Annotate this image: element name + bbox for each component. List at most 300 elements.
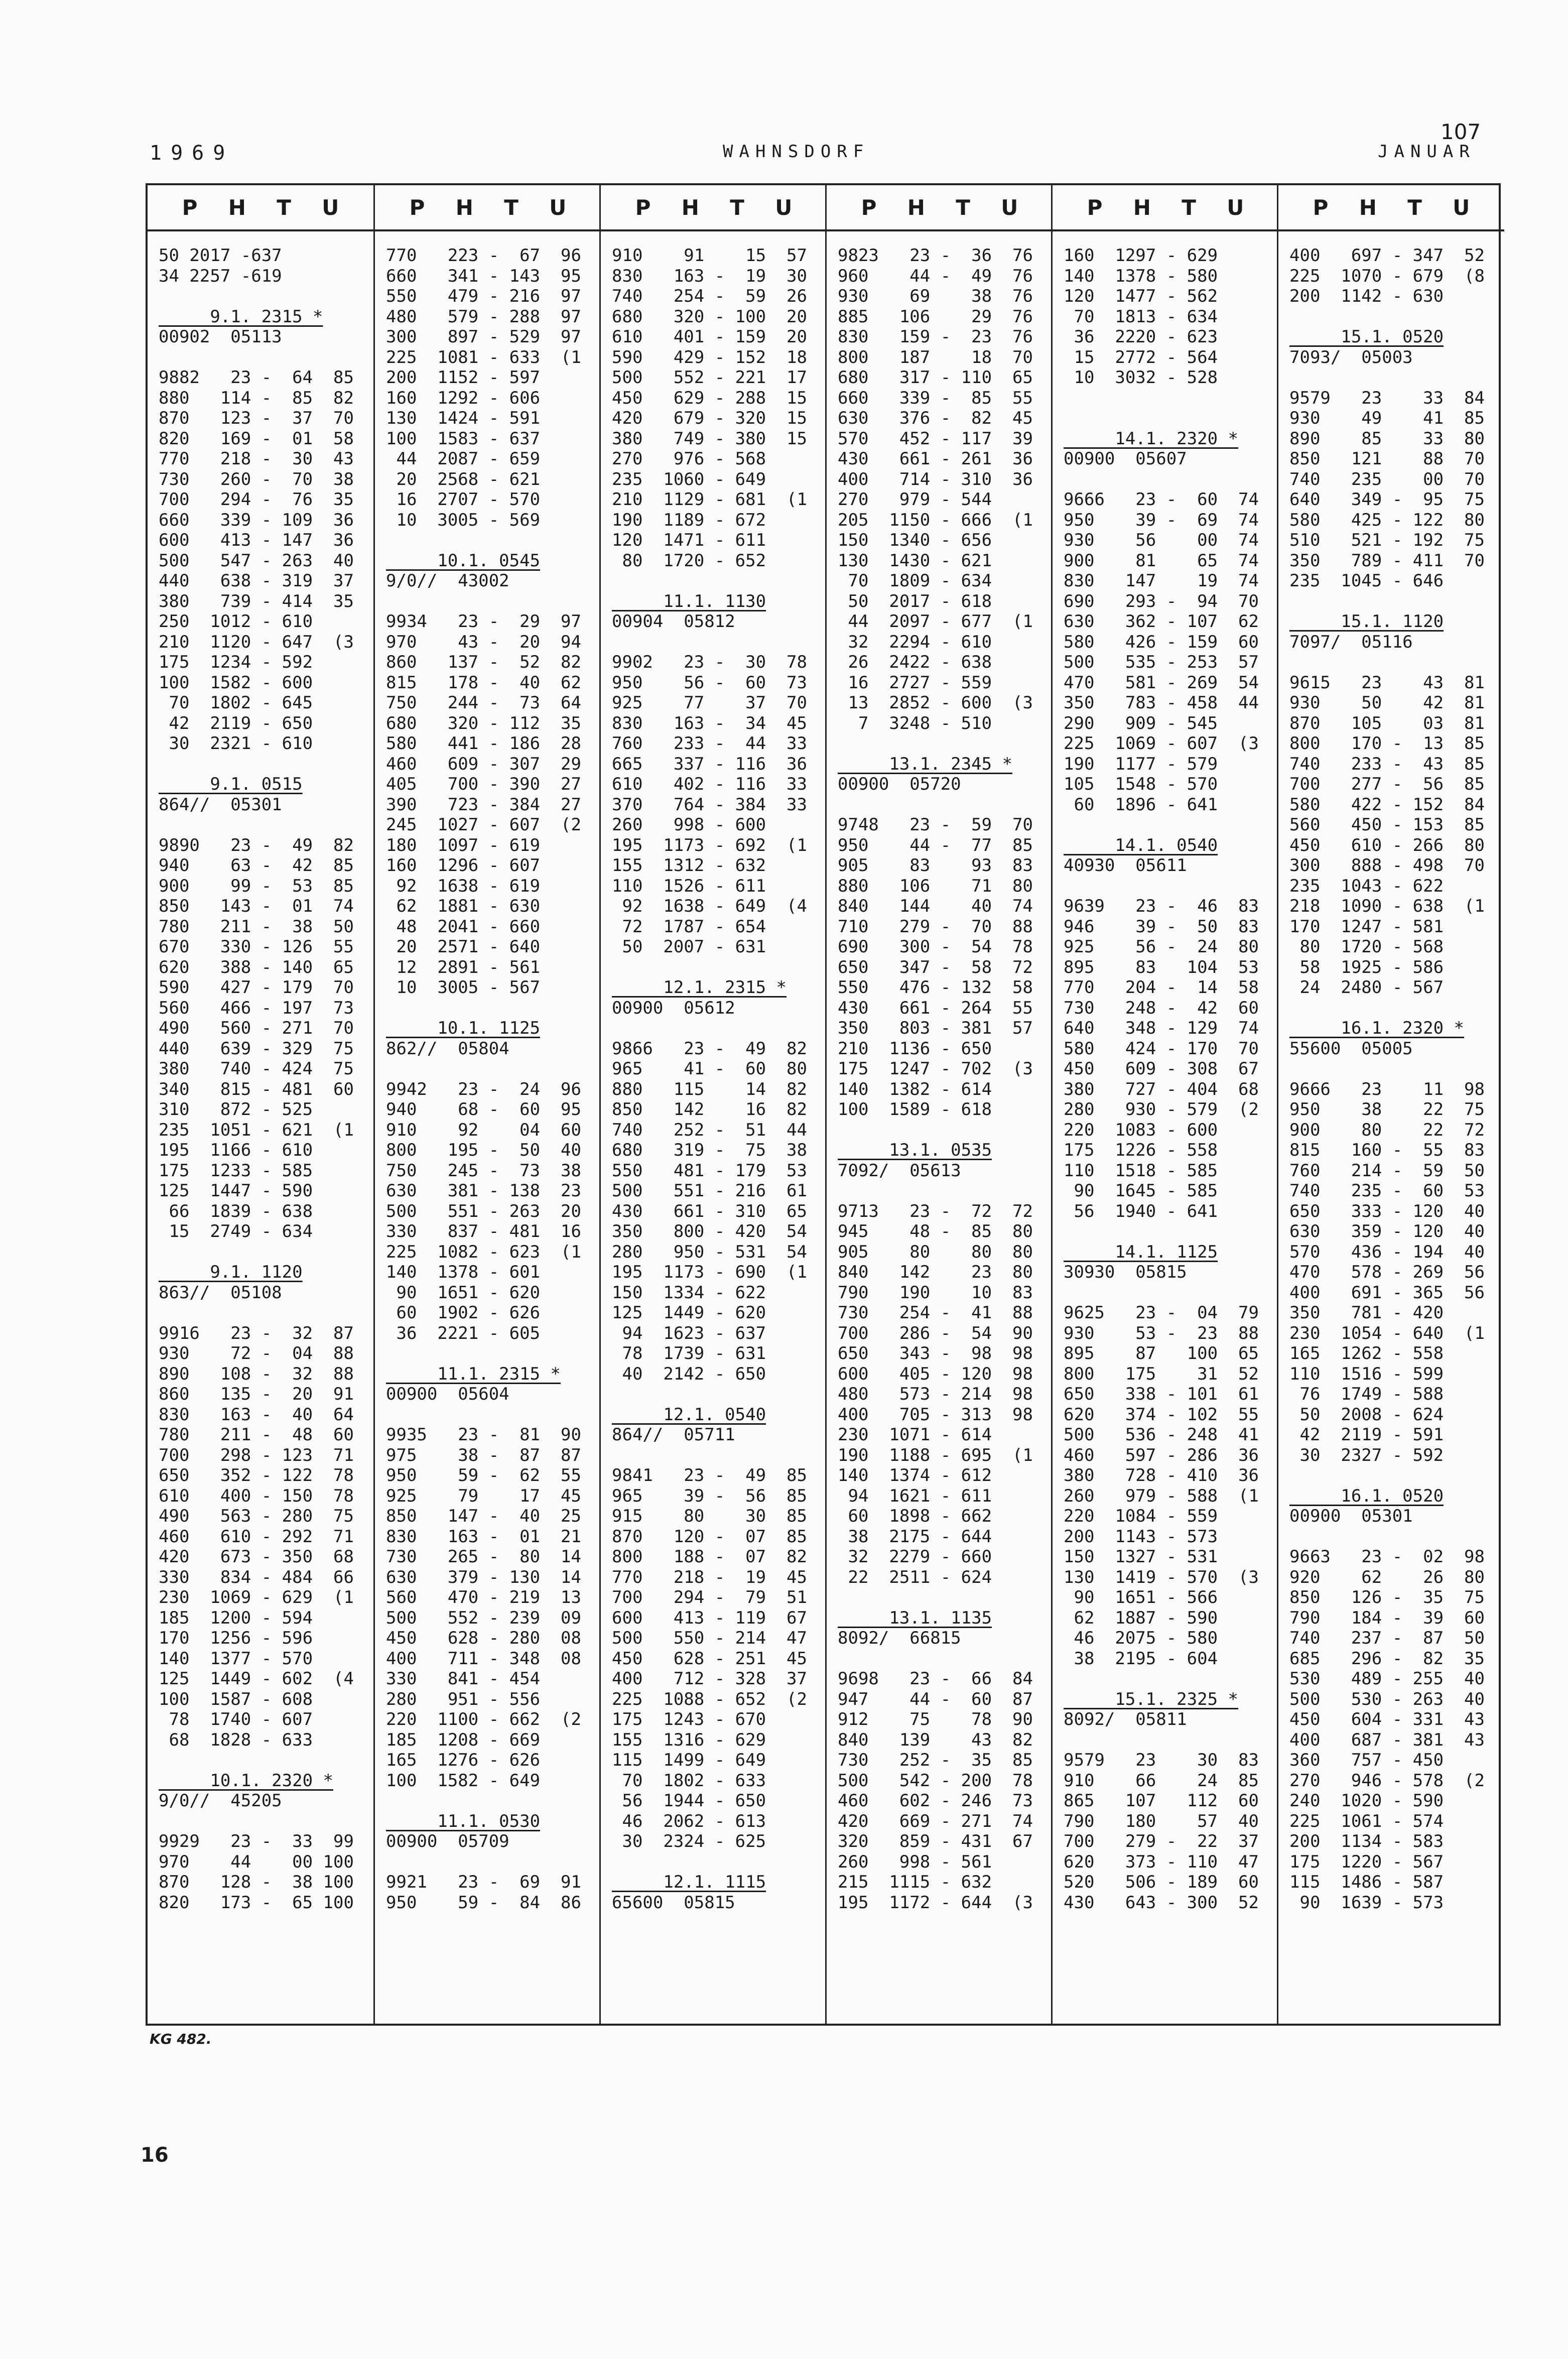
table-row: 220 1084 - 559 (1064, 1506, 1218, 1526)
table-row: 44 2097 - 677 (1 (838, 611, 1033, 632)
table-row: 850 143 - 01 74 (159, 896, 354, 916)
table-row: 200 1134 - 583 (1289, 1831, 1444, 1851)
sounding-date-time: 9.1. 0515 (159, 774, 303, 794)
table-row: 690 300 - 54 78 (838, 937, 1033, 957)
table-row: 950 59 - 62 55 (386, 1465, 581, 1485)
table-row: 175 1220 - 567 (1289, 1851, 1444, 1872)
table-row: 56 1944 - 650 (612, 1791, 766, 1811)
table-row: 24 2480 - 567 (1289, 977, 1444, 998)
table-row (1053, 388, 1278, 409)
sounding-data-table (146, 183, 1501, 2026)
table-row: 270 946 - 578 (2 (1289, 1770, 1485, 1791)
sounding-header (827, 754, 1053, 775)
sounding-date-time: 10.1. 0545 (386, 550, 541, 571)
table-row: 9666 23 - 60 74 (1064, 489, 1259, 510)
table-row: 740 252 - 51 44 (612, 1120, 807, 1140)
table-row: 9929 23 - 33 99 (159, 1831, 354, 1851)
table-row: 905 83 93 83 (838, 855, 1033, 876)
table-row: 860 137 - 52 82 (386, 652, 581, 672)
table-row (1053, 876, 1278, 897)
sounding-date-time: 9.1. 2315 * (159, 306, 323, 327)
table-row: 864// 05301 (159, 794, 282, 815)
table-row (601, 957, 827, 978)
table-row (148, 1242, 373, 1263)
table-row: 830 163 - 01 21 (386, 1526, 581, 1547)
table-row: 48 2041 - 660 (386, 916, 541, 937)
sounding-header (601, 1405, 827, 1425)
table-row: 910 91 15 57 (612, 245, 807, 266)
column-header-label: H (681, 195, 699, 220)
table-row: 90 1639 - 573 (1289, 1892, 1444, 1913)
table-row: 790 180 57 40 (1064, 1811, 1259, 1831)
table-row: 66 1839 - 638 (159, 1201, 313, 1221)
table-row: 20 2568 - 621 (386, 469, 541, 489)
table-row: 940 68 - 60 95 (386, 1099, 581, 1120)
table-row: 800 170 - 13 85 (1289, 733, 1485, 754)
table-column (825, 185, 1053, 2024)
table-row: 70 1809 - 634 (838, 571, 992, 591)
table-row: 530 489 - 255 40 (1289, 1669, 1485, 1689)
table-row: 862// 05804 (386, 1038, 509, 1059)
column-header-label: U (1227, 195, 1244, 220)
table-row: 72 1787 - 654 (612, 916, 766, 937)
table-row: 430 661 - 310 65 (612, 1201, 807, 1221)
table-row: 300 897 - 529 97 (386, 327, 581, 347)
table-row: 70 1802 - 633 (612, 1770, 766, 1791)
table-row (148, 1303, 373, 1323)
table-row: 270 979 - 544 (838, 489, 992, 510)
table-row: 500 552 - 221 17 (612, 367, 807, 388)
table-row: 500 550 - 214 47 (612, 1628, 807, 1648)
sounding-date-time: 13.1. 0535 (838, 1140, 992, 1160)
table-row: 280 950 - 531 54 (612, 1241, 807, 1262)
table-row: 820 173 - 65 100 (159, 1892, 354, 1913)
table-row: 68 1828 - 633 (159, 1729, 313, 1750)
table-row: 9823 23 - 36 76 (838, 245, 1033, 266)
table-row: 00900 05612 (612, 998, 735, 1018)
table-row (827, 1120, 1053, 1141)
table-row: 245 1027 - 607 (2 (386, 815, 581, 835)
table-row: 820 169 - 01 58 (159, 428, 354, 449)
table-row: 560 470 - 219 13 (386, 1587, 581, 1607)
table-row: 460 597 - 286 36 (1064, 1445, 1259, 1465)
table-column (1051, 185, 1278, 2024)
table-row: 210 1129 - 681 (1 (612, 489, 807, 510)
sounding-header (1278, 1486, 1504, 1507)
table-row: 16 2727 - 559 (838, 672, 992, 693)
table-row: 7092/ 05613 (838, 1160, 961, 1181)
sounding-date-time: 11.1. 0530 (386, 1811, 541, 1831)
table-row: 560 466 - 197 73 (159, 998, 354, 1018)
table-row (148, 754, 373, 775)
table-row: 120 1477 - 562 (1064, 286, 1218, 306)
table-row (148, 286, 373, 307)
column-body (375, 231, 601, 1913)
table-row (148, 1750, 373, 1771)
table-row: 460 602 - 246 73 (838, 1791, 1033, 1811)
table-row: 9639 23 - 46 83 (1064, 896, 1259, 916)
table-row: 600 413 - 147 36 (159, 530, 354, 550)
table-row: 880 115 14 82 (612, 1079, 807, 1099)
table-row (827, 1649, 1053, 1669)
table-row: 78 1740 - 607 (159, 1709, 313, 1729)
table-row: 80 1720 - 568 (1289, 937, 1444, 957)
table-row: 500 551 - 263 20 (386, 1201, 581, 1221)
column-header-label: H (228, 195, 246, 220)
table-row: 16 2707 - 570 (386, 489, 541, 510)
table-row: 350 800 - 420 54 (612, 1221, 807, 1241)
table-row: 450 609 - 308 67 (1064, 1059, 1259, 1079)
table-row (148, 347, 373, 368)
table-row: 800 175 31 52 (1064, 1363, 1259, 1384)
table-row: 930 53 - 23 88 (1064, 1323, 1259, 1343)
table-row: 46 2062 - 613 (612, 1811, 766, 1831)
sounding-date-time: 10.1. 2320 * (159, 1770, 333, 1791)
table-column (599, 185, 827, 2024)
table-row: 405 700 - 390 27 (386, 774, 581, 794)
column-header-label: P (635, 195, 651, 220)
table-row (601, 1384, 827, 1405)
table-row: 830 147 19 74 (1064, 571, 1259, 591)
table-row: 100 1589 - 618 (838, 1099, 992, 1120)
table-row: 400 714 - 310 36 (838, 469, 1033, 489)
table-row: 50 2007 - 631 (612, 937, 766, 957)
table-row: 115 1486 - 587 (1289, 1872, 1444, 1892)
table-row: 960 44 - 49 76 (838, 266, 1033, 286)
table-row: 620 388 - 140 65 (159, 957, 354, 977)
table-row: 880 114 - 85 82 (159, 388, 354, 408)
table-row: 950 56 - 60 73 (612, 672, 807, 693)
sounding-date-time: 12.1. 1115 (612, 1872, 766, 1892)
table-row: 00900 05720 (838, 774, 961, 794)
table-row: 218 1090 - 638 (1 (1289, 896, 1485, 916)
sounding-header (1053, 835, 1278, 856)
table-row: 912 75 78 90 (838, 1709, 1033, 1729)
table-row: 770 204 - 14 58 (1064, 977, 1259, 998)
table-row: 580 425 - 122 80 (1289, 510, 1485, 530)
table-row (375, 1852, 601, 1873)
table-row: 480 579 - 288 97 (386, 306, 581, 327)
table-row: 460 610 - 292 71 (159, 1526, 354, 1547)
table-row: 250 1012 - 610 (159, 611, 313, 632)
table-row: 580 426 - 159 60 (1064, 632, 1259, 652)
table-row: 970 43 - 20 94 (386, 632, 581, 652)
table-row (827, 795, 1053, 815)
table-row: 690 293 - 94 70 (1064, 591, 1259, 611)
table-row: 550 481 - 179 53 (612, 1160, 807, 1181)
sounding-header (148, 1771, 373, 1791)
table-row: 92 1638 - 619 (386, 876, 541, 896)
table-row: 38 2175 - 644 (838, 1526, 992, 1547)
table-row (375, 1343, 601, 1364)
column-header-label: P (182, 195, 198, 220)
table-row: 70 1802 - 645 (159, 693, 313, 713)
form-code: KG 482. (150, 2031, 212, 2047)
table-row: 860 135 - 20 91 (159, 1384, 354, 1404)
column-body (601, 231, 827, 1913)
table-row: 680 317 - 110 65 (838, 367, 1033, 388)
sounding-header (1053, 1689, 1278, 1710)
table-row: 815 178 - 40 62 (386, 672, 581, 693)
table-row: 185 1208 - 669 (386, 1729, 541, 1750)
table-row: 00900 05604 (386, 1384, 509, 1404)
table-row (1278, 1465, 1504, 1486)
header-year: 1969 (150, 142, 234, 165)
table-row: 610 400 - 150 78 (159, 1485, 354, 1506)
table-row: 290 909 - 545 (1064, 713, 1218, 733)
table-row: 10 3005 - 567 (386, 977, 541, 998)
column-header-label: U (549, 195, 567, 220)
sounding-date-time: 16.1. 0520 (1289, 1485, 1444, 1506)
sounding-header (375, 1811, 601, 1832)
table-row: 970 44 00 100 (159, 1851, 354, 1872)
table-row: 760 214 - 59 50 (1289, 1160, 1485, 1181)
table-row: 500 552 - 239 09 (386, 1607, 581, 1628)
table-row: 125 1449 - 620 (612, 1303, 766, 1323)
sounding-header (148, 1262, 373, 1283)
table-row: 210 1136 - 650 (838, 1038, 992, 1059)
header-station: WAHNSDORF (723, 142, 870, 162)
sounding-header (1278, 611, 1504, 632)
table-row: 400 691 - 365 56 (1289, 1282, 1485, 1303)
table-row: 790 190 10 83 (838, 1282, 1033, 1303)
sounding-header (827, 1140, 1053, 1161)
sounding-date-time: 10.1. 1125 (386, 1018, 541, 1038)
table-row: 44 2087 - 659 (386, 449, 541, 469)
table-row: 950 59 - 84 86 (386, 1892, 581, 1913)
table-row: 220 1083 - 600 (1064, 1120, 1218, 1140)
table-row: 460 609 - 307 29 (386, 754, 581, 774)
table-row: 9663 23 - 02 98 (1289, 1547, 1485, 1567)
table-row: 100 1582 - 600 (159, 672, 313, 693)
table-row (148, 815, 373, 835)
sounding-date-time: 9.1. 1120 (159, 1262, 303, 1282)
table-row: 9921 23 - 69 91 (386, 1872, 581, 1892)
table-row: 9698 23 - 66 84 (838, 1669, 1033, 1689)
sounding-header (601, 591, 827, 612)
table-row: 235 1051 - 621 (1 (159, 1120, 354, 1140)
table-row: 100 1583 - 637 (386, 428, 541, 449)
table-row: 420 673 - 350 68 (159, 1547, 354, 1567)
table-row: 370 764 - 384 33 (612, 794, 807, 815)
table-row: 130 1430 - 621 (838, 550, 992, 571)
table-row: 630 381 - 138 23 (386, 1181, 581, 1201)
table-row: 55600 05005 (1289, 1038, 1413, 1059)
table-row: 650 333 - 120 40 (1289, 1201, 1485, 1221)
table-row: 00900 05607 (1064, 449, 1187, 469)
table-row: 665 337 - 116 36 (612, 754, 807, 774)
column-header (827, 185, 1053, 231)
sounding-date-time: 16.1. 2320 * (1289, 1018, 1464, 1038)
table-row: 340 815 - 481 60 (159, 1079, 354, 1099)
table-column (1277, 185, 1504, 2024)
table-row (601, 571, 827, 591)
table-row: 840 144 40 74 (838, 896, 1033, 916)
table-row: 30 2324 - 625 (612, 1831, 766, 1851)
sounding-header (1278, 1018, 1504, 1039)
table-row: 863// 05108 (159, 1282, 282, 1303)
table-row: 350 781 - 420 (1289, 1303, 1444, 1323)
table-row: 470 581 - 269 54 (1064, 672, 1259, 693)
table-row: 815 160 - 55 83 (1289, 1140, 1485, 1160)
column-header-label: P (1313, 195, 1329, 220)
column-body (827, 231, 1053, 1913)
table-row: 440 639 - 329 75 (159, 1038, 354, 1059)
table-row: 830 163 - 40 64 (159, 1404, 354, 1425)
table-row: 850 121 88 70 (1289, 449, 1485, 469)
table-row (1278, 1059, 1504, 1079)
table-row: 945 48 - 85 80 (838, 1221, 1033, 1241)
table-row: 34 2257 -619 (159, 266, 282, 286)
table-row: 76 1749 - 588 (1289, 1384, 1444, 1404)
table-row (1278, 1527, 1504, 1547)
table-row: 195 1173 - 692 (1 (612, 835, 807, 855)
table-row: 225 1082 - 623 (1 (386, 1241, 581, 1262)
column-header-label: H (1359, 195, 1377, 220)
column-header-label: U (1001, 195, 1018, 220)
table-row: 330 834 - 484 66 (159, 1567, 354, 1587)
table-row (1053, 815, 1278, 835)
table-row: 780 211 - 38 50 (159, 916, 354, 937)
table-row: 50 2008 - 624 (1289, 1404, 1444, 1425)
table-row (375, 1059, 601, 1079)
table-row: 500 547 - 263 40 (159, 550, 354, 571)
table-row: 560 450 - 153 85 (1289, 815, 1485, 835)
table-row: 65600 05815 (612, 1892, 735, 1913)
table-row: 115 1499 - 649 (612, 1750, 766, 1770)
table-row: 500 536 - 248 41 (1064, 1425, 1259, 1445)
table-row: 22 2511 - 624 (838, 1567, 992, 1587)
table-row: 7097/ 05116 (1289, 632, 1413, 652)
table-row: 140 1377 - 570 (159, 1648, 313, 1669)
table-row: 7 3248 - 510 (838, 713, 992, 733)
table-row: 00900 05301 (1289, 1506, 1413, 1526)
table-row: 13 2852 - 600 (3 (838, 693, 1033, 713)
table-row (1053, 1221, 1278, 1242)
sounding-header (148, 307, 373, 327)
table-row: 430 661 - 261 36 (838, 449, 1033, 469)
table-row (375, 530, 601, 551)
table-row: 895 83 104 53 (1064, 957, 1259, 977)
table-row: 600 413 - 119 67 (612, 1607, 807, 1628)
table-row (1053, 469, 1278, 490)
column-header (148, 185, 373, 231)
table-row: 00904 05812 (612, 611, 735, 632)
table-row: 640 349 - 95 75 (1289, 489, 1485, 510)
table-row: 260 998 - 600 (612, 815, 766, 835)
table-row: 260 998 - 561 (838, 1851, 992, 1872)
table-row: 140 1382 - 614 (838, 1079, 992, 1099)
table-row: 94 1623 - 637 (612, 1323, 766, 1343)
table-row: 9882 23 - 64 85 (159, 367, 354, 388)
table-row: 710 279 - 70 88 (838, 916, 1033, 937)
table-row: 230 1071 - 614 (838, 1425, 992, 1445)
column-header-label: T (730, 195, 744, 220)
table-row: 195 1173 - 690 (1 (612, 1262, 807, 1282)
table-row: 225 1081 - 633 (1 (386, 347, 581, 367)
sounding-header (375, 1364, 601, 1385)
table-row: 850 147 - 40 25 (386, 1506, 581, 1526)
column-header-label: P (409, 195, 425, 220)
table-row: 9/0// 45205 (159, 1791, 282, 1811)
table-row: 160 1297 - 629 (1064, 245, 1218, 266)
table-row: 90 1645 - 585 (1064, 1181, 1218, 1201)
table-row: 740 235 00 70 (1289, 469, 1485, 489)
table-row: 230 1054 - 640 (1 (1289, 1323, 1485, 1343)
column-header-label: U (775, 195, 793, 220)
table-row: 155 1312 - 632 (612, 855, 766, 876)
table-row: 20 2571 - 640 (386, 937, 541, 957)
table-row: 890 85 33 80 (1289, 428, 1485, 449)
column-body (148, 231, 373, 1913)
table-row: 160 1296 - 607 (386, 855, 541, 876)
table-row: 240 1020 - 590 (1289, 1791, 1444, 1811)
table-row: 270 976 - 568 (612, 449, 766, 469)
table-row: 730 248 - 42 60 (1064, 998, 1259, 1018)
table-row: 630 379 - 130 14 (386, 1567, 581, 1587)
table-row: 965 41 - 60 80 (612, 1059, 807, 1079)
table-row: 965 39 - 56 85 (612, 1485, 807, 1506)
table-row: 9748 23 - 59 70 (838, 815, 1033, 835)
sounding-header (1053, 429, 1278, 449)
column-header-label: T (956, 195, 970, 220)
table-row: 590 427 - 179 70 (159, 977, 354, 998)
sounding-header (601, 977, 827, 998)
column-header-label: P (861, 195, 877, 220)
column-header-label: U (322, 195, 339, 220)
column-header-label: T (1407, 195, 1422, 220)
table-row: 950 44 - 77 85 (838, 835, 1033, 855)
table-row: 470 578 - 269 56 (1289, 1262, 1485, 1282)
table-row: 175 1226 - 558 (1064, 1140, 1218, 1160)
table-row: 150 1334 - 622 (612, 1282, 766, 1303)
table-row: 500 535 - 253 57 (1064, 652, 1259, 672)
table-row: 915 80 30 85 (612, 1506, 807, 1526)
table-row: 550 476 - 132 58 (838, 977, 1033, 998)
table-row: 905 80 80 80 (838, 1241, 1033, 1262)
table-row: 946 39 - 50 83 (1064, 916, 1259, 937)
table-row: 580 441 - 186 28 (386, 733, 581, 754)
table-row (601, 1018, 827, 1039)
table-row: 9579 23 33 84 (1289, 388, 1485, 408)
column-header (375, 185, 601, 231)
table-row: 90 1651 - 566 (1064, 1587, 1218, 1607)
table-row: 190 1189 - 672 (612, 510, 766, 530)
table-row: 630 376 - 82 45 (838, 408, 1033, 428)
table-row: 660 341 - 143 95 (386, 266, 581, 286)
table-row: 170 1247 - 581 (1289, 916, 1444, 937)
table-row: 9841 23 - 49 85 (612, 1465, 807, 1485)
sounding-date-time: 14.1. 0540 (1064, 835, 1218, 855)
table-row: 800 188 - 07 82 (612, 1547, 807, 1567)
table-row: 790 184 - 39 60 (1289, 1607, 1485, 1628)
sounding-date-time: 13.1. 1135 (838, 1607, 992, 1628)
table-row: 15 2772 - 564 (1064, 347, 1218, 367)
table-row: 80 1720 - 652 (612, 550, 766, 571)
table-row: 520 506 - 189 60 (1064, 1872, 1259, 1892)
table-row: 640 348 - 129 74 (1064, 1018, 1259, 1038)
table-row: 200 1143 - 573 (1064, 1526, 1218, 1547)
table-column (148, 185, 373, 2024)
table-row (375, 1791, 601, 1811)
table-row (1053, 408, 1278, 429)
table-row: 740 254 - 59 26 (612, 286, 807, 306)
table-row: 170 1256 - 596 (159, 1628, 313, 1648)
table-row: 480 573 - 214 98 (838, 1384, 1033, 1404)
table-row: 650 352 - 122 78 (159, 1465, 354, 1485)
table-row: 32 2279 - 660 (838, 1547, 992, 1567)
table-row: 890 108 - 32 88 (159, 1363, 354, 1384)
